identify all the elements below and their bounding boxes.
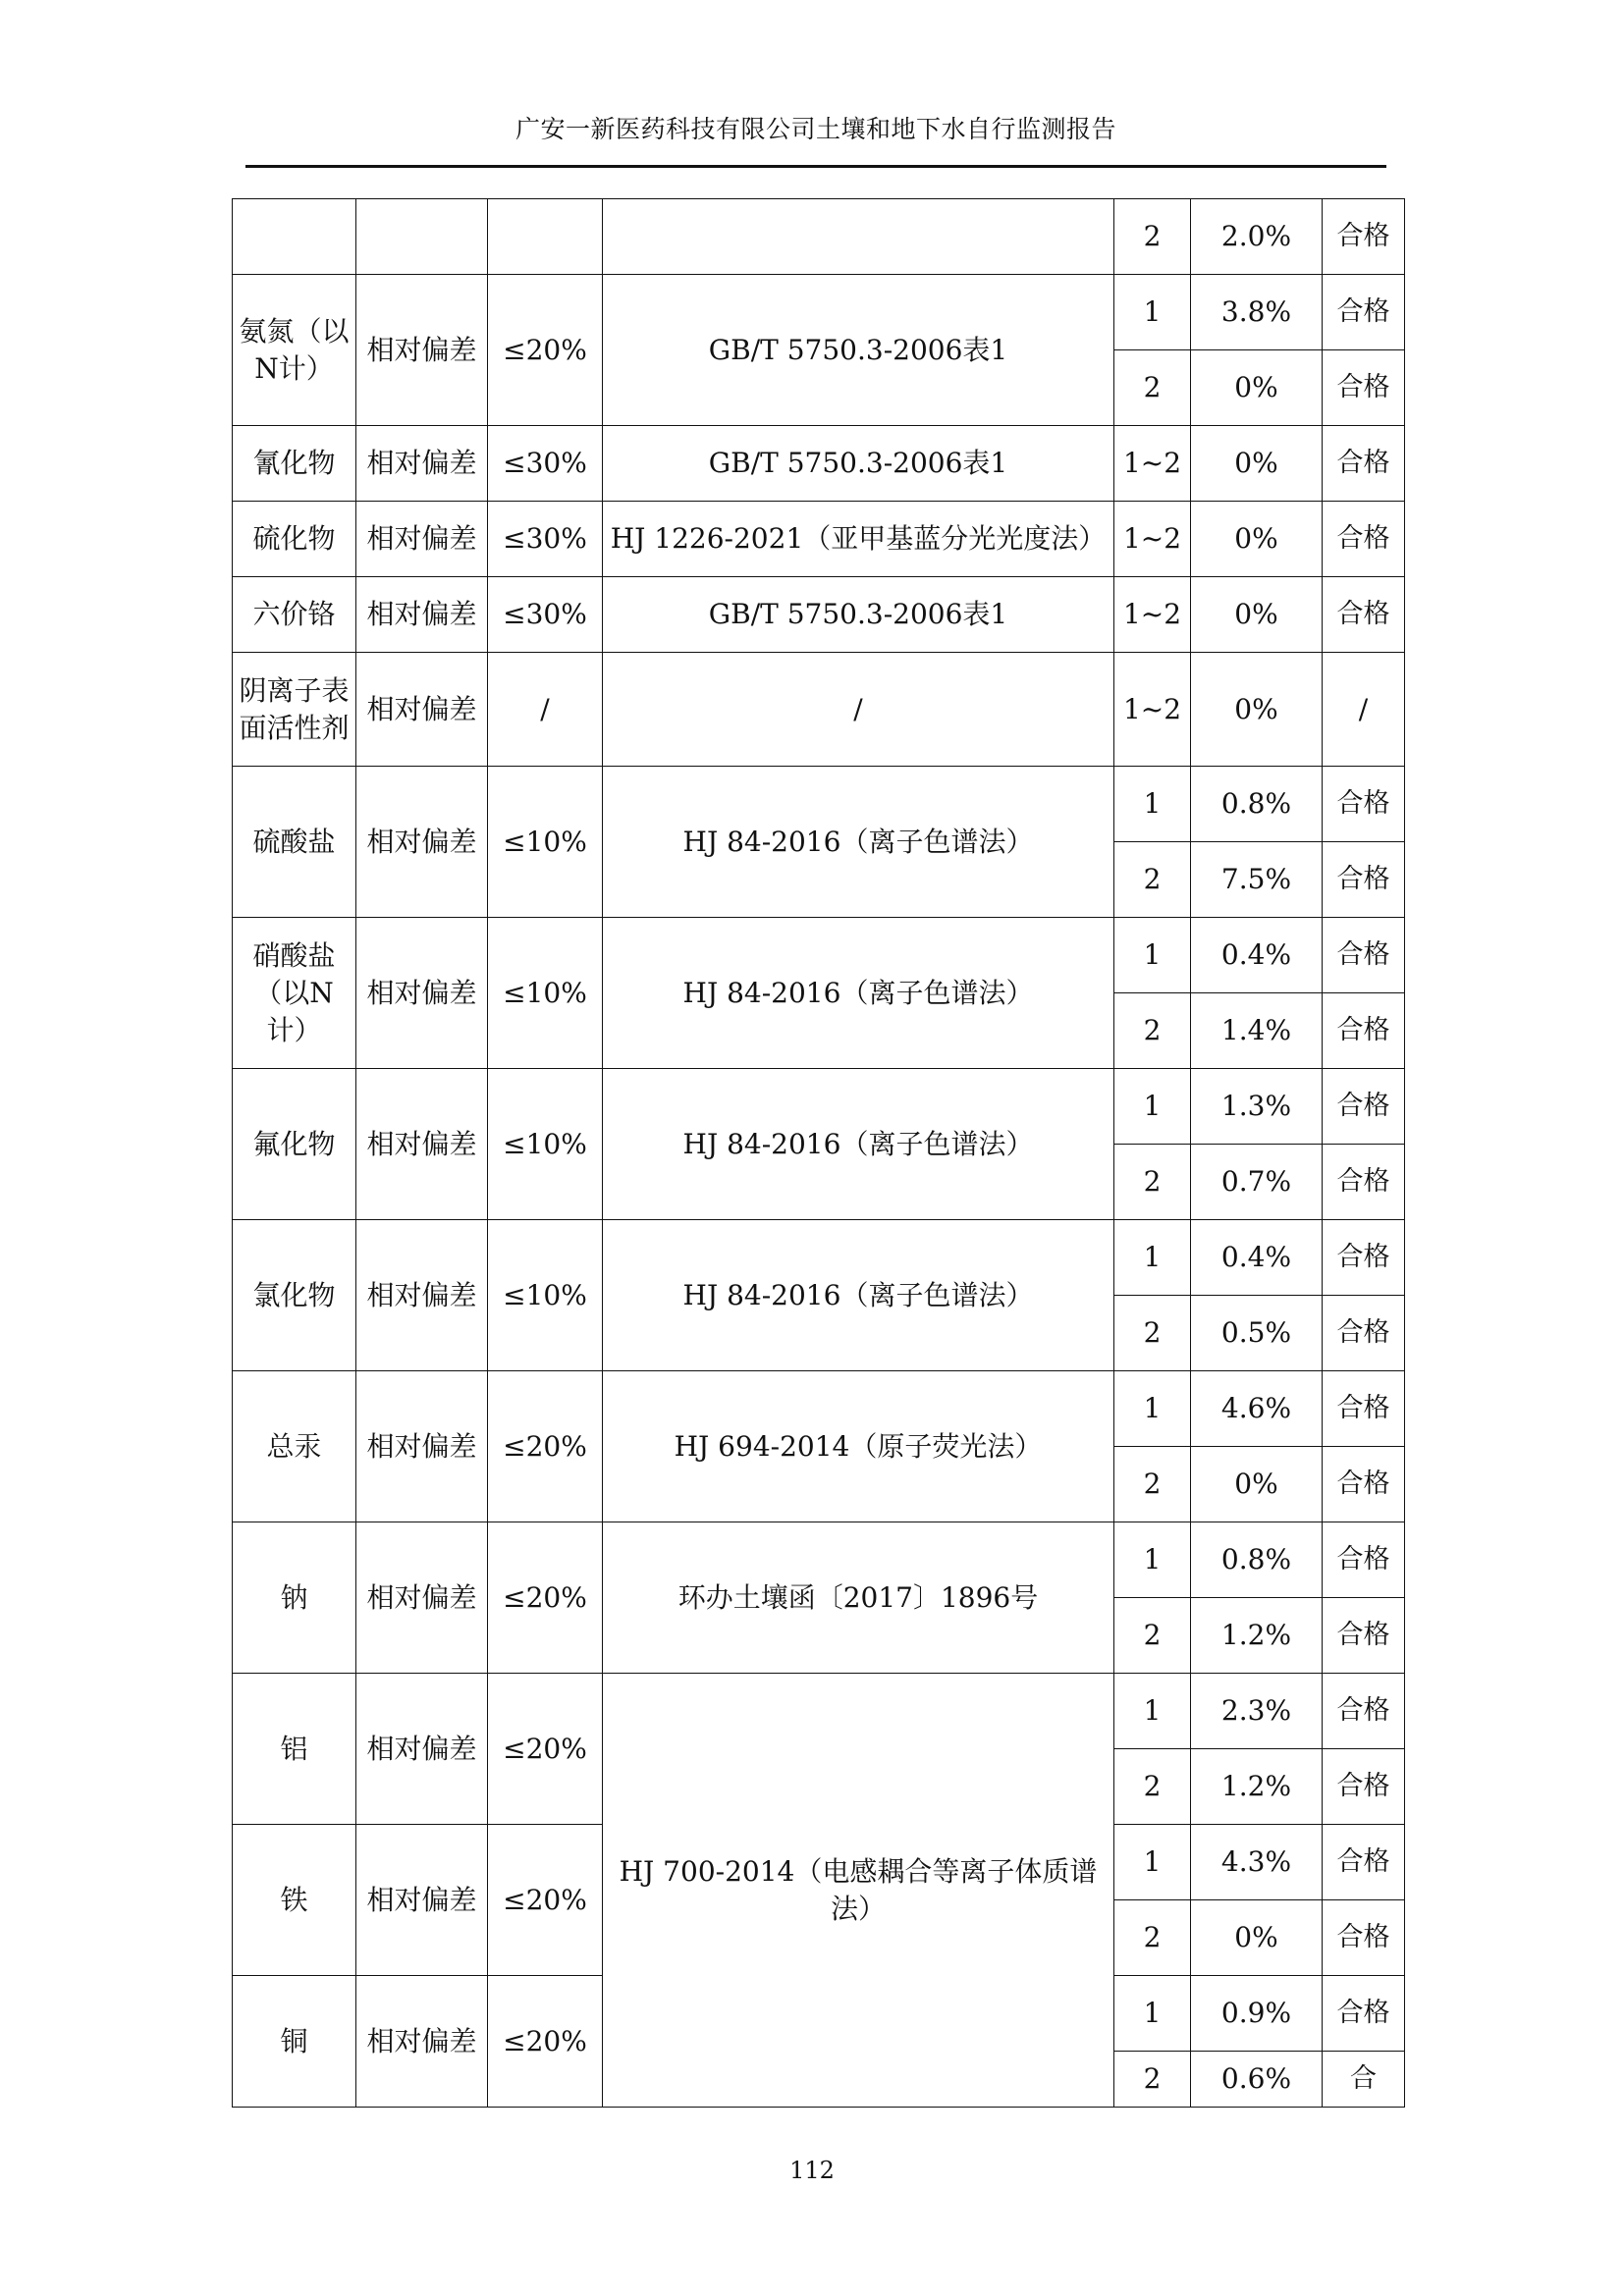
value-cell: 0%	[1191, 1900, 1323, 1976]
table-row	[233, 577, 1405, 653]
value-cell: 4.3%	[1191, 1825, 1323, 1900]
result-cell: 合格	[1323, 199, 1405, 275]
limit-cell	[488, 199, 603, 275]
sample-no-cell: 1~2	[1114, 653, 1191, 767]
value-cell: 2.0%	[1191, 199, 1323, 275]
result-cell: 合格	[1323, 1220, 1405, 1296]
result-cell: 合格	[1323, 350, 1405, 426]
type-cell: 相对偏差	[356, 275, 488, 426]
sample-no-cell: 2	[1114, 993, 1191, 1069]
table-row	[233, 767, 1405, 842]
sample-no-cell: 2	[1114, 1447, 1191, 1522]
limit-cell: ≤10%	[488, 1069, 603, 1220]
table-row	[233, 918, 1405, 993]
value-cell: 0%	[1191, 350, 1323, 426]
sample-no-cell: 1	[1114, 275, 1191, 350]
table-row	[233, 1674, 1405, 1749]
table-row	[233, 653, 1405, 767]
item-cell: 氰化物	[233, 426, 356, 502]
result-cell: 合格	[1323, 1447, 1405, 1522]
value-cell: 1.2%	[1191, 1598, 1323, 1674]
result-cell: 合格	[1323, 918, 1405, 993]
value-cell: 1.3%	[1191, 1069, 1323, 1145]
type-cell: 相对偏差	[356, 1825, 488, 1976]
table-row	[233, 1371, 1405, 1447]
value-cell: 0%	[1191, 577, 1323, 653]
result-cell: 合格	[1323, 1296, 1405, 1371]
type-cell: 相对偏差	[356, 502, 488, 577]
limit-cell: ≤10%	[488, 918, 603, 1069]
limit-cell: ≤20%	[488, 1825, 603, 1976]
item-cell: 铜	[233, 1976, 356, 2108]
value-cell: 0.8%	[1191, 1522, 1323, 1598]
limit-cell: ≤20%	[488, 1522, 603, 1674]
item-cell: 铝	[233, 1674, 356, 1825]
method-cell: HJ 84-2016（离子色谱法）	[603, 1220, 1114, 1371]
limit-cell: ≤30%	[488, 577, 603, 653]
value-cell: 1.4%	[1191, 993, 1323, 1069]
value-cell: 0%	[1191, 426, 1323, 502]
sample-no-cell: 2	[1114, 842, 1191, 918]
item-cell: 铁	[233, 1825, 356, 1976]
value-cell: 0.6%	[1191, 2052, 1323, 2108]
sample-no-cell: 1	[1114, 1522, 1191, 1598]
limit-cell: ≤20%	[488, 1674, 603, 1825]
result-cell: 合格	[1323, 1674, 1405, 1749]
qc-table	[232, 198, 1405, 2108]
type-cell: 相对偏差	[356, 767, 488, 918]
result-cell: 合格	[1323, 1976, 1405, 2052]
result-cell: 合格	[1323, 1522, 1405, 1598]
table-row	[233, 1069, 1405, 1145]
table-row	[233, 502, 1405, 577]
type-cell: 相对偏差	[356, 1069, 488, 1220]
result-cell: 合格	[1323, 1145, 1405, 1220]
result-cell: 合格	[1323, 1069, 1405, 1145]
method-cell: HJ 84-2016（离子色谱法）	[603, 1069, 1114, 1220]
sample-no-cell: 2	[1114, 2052, 1191, 2108]
value-cell: 3.8%	[1191, 275, 1323, 350]
method-cell: HJ 1226-2021（亚甲基蓝分光光度法）	[603, 502, 1114, 577]
type-cell: 相对偏差	[356, 918, 488, 1069]
table-row	[233, 1522, 1405, 1598]
sample-no-cell: 2	[1114, 350, 1191, 426]
type-cell: 相对偏差	[356, 1522, 488, 1674]
value-cell: 0%	[1191, 653, 1323, 767]
method-cell: 环办土壤函〔2017〕1896号	[603, 1522, 1114, 1674]
method-cell	[603, 199, 1114, 275]
page-number: 112	[789, 2157, 835, 2184]
value-cell: 0.4%	[1191, 1220, 1323, 1296]
method-cell: /	[603, 653, 1114, 767]
method-cell: GB/T 5750.3-2006表1	[603, 426, 1114, 502]
limit-cell: ≤20%	[488, 1371, 603, 1522]
limit-cell: ≤20%	[488, 1976, 603, 2108]
sample-no-cell: 1	[1114, 1976, 1191, 2052]
method-cell: HJ 694-2014（原子荧光法）	[603, 1371, 1114, 1522]
sample-no-cell: 2	[1114, 1598, 1191, 1674]
method-cell: HJ 84-2016（离子色谱法）	[603, 918, 1114, 1069]
item-cell: 阴离子表面活性剂	[233, 653, 356, 767]
sample-no-cell: 2	[1114, 1900, 1191, 1976]
table-row	[233, 199, 1405, 275]
sample-no-cell: 2	[1114, 1749, 1191, 1825]
value-cell: 0.9%	[1191, 1976, 1323, 2052]
header-rule	[245, 165, 1386, 168]
sample-no-cell: 1~2	[1114, 426, 1191, 502]
value-cell: 0.5%	[1191, 1296, 1323, 1371]
result-cell: 合	[1323, 2052, 1405, 2108]
type-cell: 相对偏差	[356, 1220, 488, 1371]
result-cell: 合格	[1323, 842, 1405, 918]
value-cell: 0%	[1191, 1447, 1323, 1522]
value-cell: 7.5%	[1191, 842, 1323, 918]
value-cell: 4.6%	[1191, 1371, 1323, 1447]
sample-no-cell: 1	[1114, 1674, 1191, 1749]
result-cell: 合格	[1323, 767, 1405, 842]
value-cell: 0.7%	[1191, 1145, 1323, 1220]
sample-no-cell: 1	[1114, 1825, 1191, 1900]
sample-no-cell: 2	[1114, 1296, 1191, 1371]
item-cell	[233, 199, 356, 275]
type-cell: 相对偏差	[356, 577, 488, 653]
sample-no-cell: 1	[1114, 1069, 1191, 1145]
value-cell: 0.8%	[1191, 767, 1323, 842]
limit-cell: ≤10%	[488, 767, 603, 918]
result-cell: 合格	[1323, 1371, 1405, 1447]
sample-no-cell: 1	[1114, 1371, 1191, 1447]
result-cell: 合格	[1323, 1598, 1405, 1674]
result-cell: 合格	[1323, 502, 1405, 577]
result-cell: 合格	[1323, 577, 1405, 653]
item-cell: 钠	[233, 1522, 356, 1674]
type-cell: 相对偏差	[356, 426, 488, 502]
type-cell	[356, 199, 488, 275]
limit-cell: ≤30%	[488, 426, 603, 502]
result-cell: 合格	[1323, 1900, 1405, 1976]
value-cell: 2.3%	[1191, 1674, 1323, 1749]
result-cell: 合格	[1323, 275, 1405, 350]
result-cell: 合格	[1323, 1749, 1405, 1825]
item-cell: 硝酸盐（以N计）	[233, 918, 356, 1069]
sample-no-cell: 2	[1114, 1145, 1191, 1220]
result-cell: /	[1323, 653, 1405, 767]
method-cell: GB/T 5750.3-2006表1	[603, 275, 1114, 426]
limit-cell: ≤10%	[488, 1220, 603, 1371]
method-cell: HJ 84-2016（离子色谱法）	[603, 767, 1114, 918]
table-row	[233, 426, 1405, 502]
item-cell: 硫酸盐	[233, 767, 356, 918]
type-cell: 相对偏差	[356, 1371, 488, 1522]
sample-no-cell: 1	[1114, 767, 1191, 842]
limit-cell: ≤30%	[488, 502, 603, 577]
method-cell: GB/T 5750.3-2006表1	[603, 577, 1114, 653]
table-row	[233, 275, 1405, 350]
sample-no-cell: 1	[1114, 918, 1191, 993]
result-cell: 合格	[1323, 426, 1405, 502]
item-cell: 氯化物	[233, 1220, 356, 1371]
result-cell: 合格	[1323, 1825, 1405, 1900]
value-cell: 1.2%	[1191, 1749, 1323, 1825]
limit-cell: ≤20%	[488, 275, 603, 426]
sample-no-cell: 2	[1114, 199, 1191, 275]
method-cell: HJ 700-2014（电感耦合等离子体质谱法）	[603, 1674, 1114, 2108]
value-cell: 0.4%	[1191, 918, 1323, 993]
item-cell: 六价铬	[233, 577, 356, 653]
sample-no-cell: 1	[1114, 1220, 1191, 1296]
report-header-title: 广安一新医药科技有限公司土壤和地下水自行监测报告	[514, 115, 1116, 143]
sample-no-cell: 1~2	[1114, 577, 1191, 653]
item-cell: 氟化物	[233, 1069, 356, 1220]
value-cell: 0%	[1191, 502, 1323, 577]
type-cell: 相对偏差	[356, 1976, 488, 2108]
type-cell: 相对偏差	[356, 1674, 488, 1825]
sample-no-cell: 1~2	[1114, 502, 1191, 577]
item-cell: 硫化物	[233, 502, 356, 577]
limit-cell: /	[488, 653, 603, 767]
item-cell: 总汞	[233, 1371, 356, 1522]
item-cell: 氨氮（以N计）	[233, 275, 356, 426]
type-cell: 相对偏差	[356, 653, 488, 767]
result-cell: 合格	[1323, 993, 1405, 1069]
table-row	[233, 1220, 1405, 1296]
